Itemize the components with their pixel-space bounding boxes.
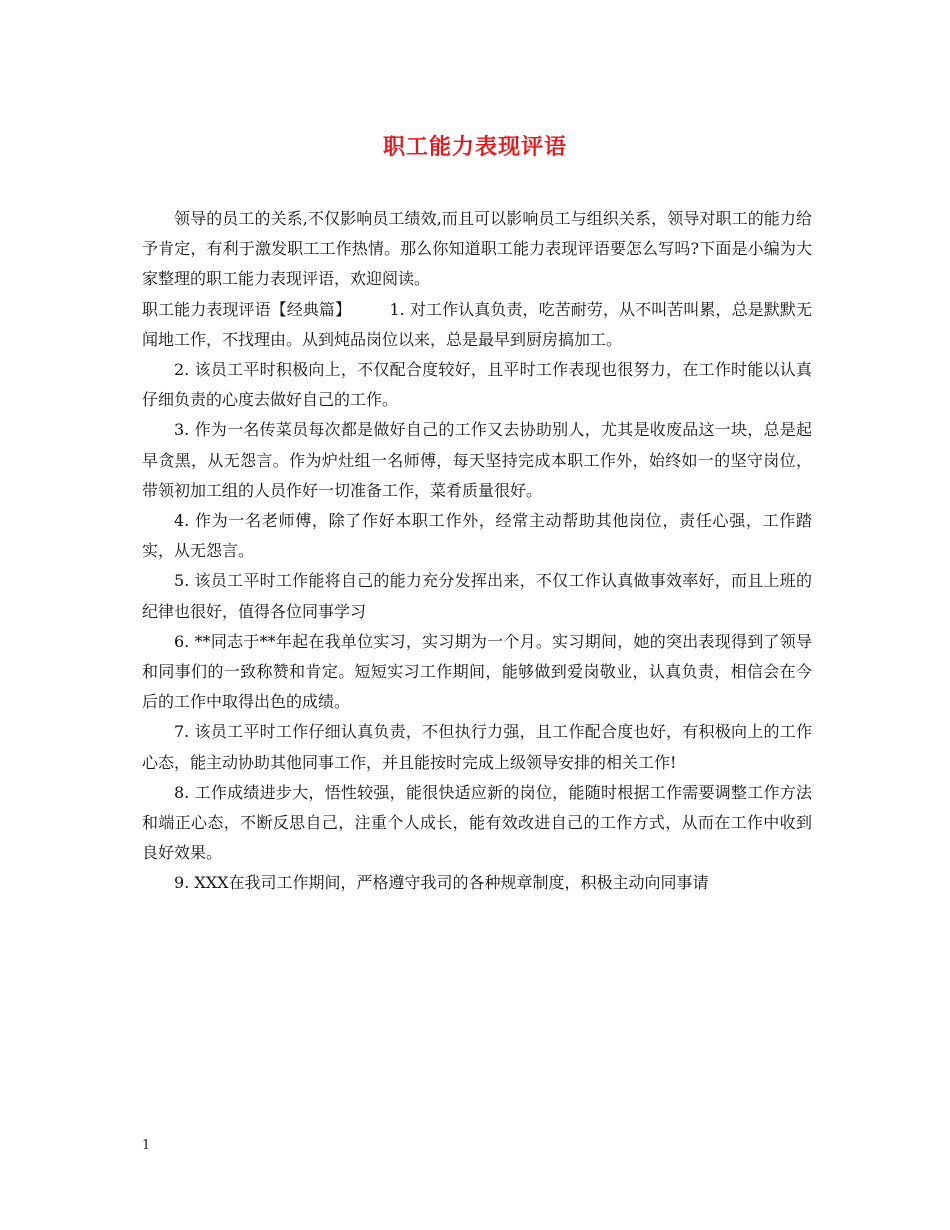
list-item: 1. 对工作认真负责，吃苦耐劳，从不叫苦叫累，总是默默无闻地工作，不找理由。从到炖品岗位以来，总是最早到厨房搞加工。 [142, 299, 812, 349]
list-item: 9. XXX在我司工作期间，严格遵守我司的各种规章制度，积极主动向同事请 [174, 873, 709, 893]
document-body [142, 204, 812, 899]
list-item: 5. 该员工平时工作能将自己的能力充分发挥出来，不仅工作认真做事效率好，而且上班的纪律也很好，值得各位同事学习 [142, 571, 812, 621]
list-item: 7. 该员工平时工作仔细认真负责，不但执行力强，且工作配合度也好，有积极向上的工作心态，能主动协助其他同事工作，并且能按时完成上级领导安排的相关工作! [142, 722, 812, 772]
list-item: 4. 作为一名老师傅，除了作好本职工作外，经常主动帮助其他岗位，责任心强，工作踏实，从无怨言。 [142, 511, 812, 561]
intro-paragraph: 领导的员工的关系,不仅影响员工绩效,而且可以影响员工与组织关系，领导对职工的能力给予肯定，有利于激发职工工作热情。那么你知道职工能力表现评语要怎么写吗?下面是小编为大家整理的职工能力表现评语，欢迎阅读。 [142, 209, 812, 289]
list-item: 3. 作为一名传菜员每次都是做好自己的工作又去协助别人，尤其是收废品这一块，总是起早贪黑，从无怨言。作为炉灶组一名师傅，每天坚持完成本职工作外，始终如一的坚守岗位，带领初加工组的人员作好一切准备工作，菜肴质量很好。 [142, 420, 812, 500]
page-title: 职工能力表现评语 [382, 134, 567, 160]
list-item: 8. 工作成绩进步大，悟性较强，能很快适应新的岗位，能随时根据工作需要调整工作方法和端正心态，不断反思自己，注重个人成长，能有效改进自己的工作方式，从而在工作中收到良好效果。 [142, 782, 812, 863]
section-heading: 职工能力表现评语【经典篇】 [142, 299, 352, 319]
list-item: 2. 该员工平时积极向上，不仅配合度较好，且平时工作表现也很努力，在工作时能以认真仔细负责的心度去做好自己的工作。 [142, 360, 812, 410]
section-first-paragraph [142, 295, 812, 355]
list-item: 6. **同志于**年起在我单位实习，实习期为一个月。实习期间，她的突出表现得到了领导和同事们的一致称赞和肯定。短短实习工作期间，能够做到爱岗敬业，认真负责，相信会在今后的工作中取得出色的成绩。 [142, 631, 812, 712]
page-number: 1 [142, 1138, 151, 1153]
